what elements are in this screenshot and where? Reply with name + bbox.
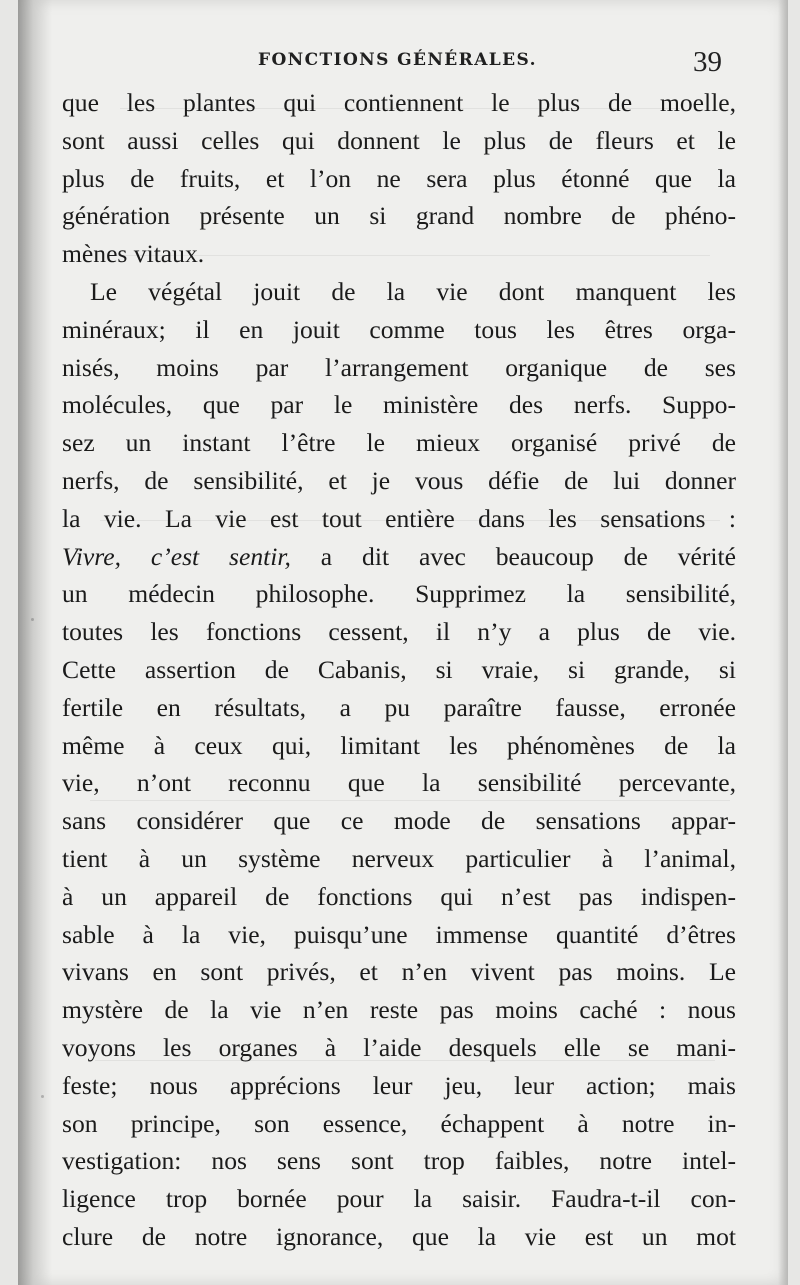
italic-quote: Vivre, c’est sentir, xyxy=(62,541,291,571)
text-line: plus de fruits, et l’on ne sera plus étonné que la xyxy=(62,163,736,193)
page-header xyxy=(0,46,800,82)
gutter-shadow xyxy=(18,0,52,1285)
text-line: feste; nous apprécions leur jeu, leur action; mais xyxy=(62,1070,736,1100)
page-edge xyxy=(778,0,788,1285)
text-line: ligence trop bornée pour la saisir. Faudra-t-il con- xyxy=(62,1184,736,1214)
text-line: mystère de la vie n’en reste pas moins caché : nous xyxy=(62,995,736,1025)
quote-line xyxy=(62,538,736,576)
text-line: fertile en résultats, a pu paraître fausse, erronée xyxy=(62,692,736,722)
running-title: FONCTIONS GÉNÉRALES. xyxy=(258,50,537,70)
paper-speck xyxy=(41,1095,44,1098)
text-line: nerfs, de sensibilité, et je vous défie de lui donner xyxy=(62,465,736,495)
text-line: Cette assertion de Cabanis, si vraie, si grande, si xyxy=(62,654,736,684)
paper-speck xyxy=(31,618,34,621)
text-line: même à ceux qui, limitant les phénomènes de la xyxy=(62,730,736,760)
text-line: la vie. La vie est tout entière dans les sensations : xyxy=(62,503,736,533)
text-line: sable à la vie, puisqu’une immense quantité d’êtres xyxy=(62,919,736,949)
text-line: un médecin philosophe. Supprimez la sensibilité, xyxy=(62,579,736,609)
text-line: vivans en sont privés, et n’en vivent pas moins. Le xyxy=(62,957,736,987)
body-text xyxy=(62,84,736,1256)
paragraph-start-line: Le végétal jouit de la vie dont manquent les xyxy=(90,276,736,306)
text-line: son principe, son essence, échappent à notre in- xyxy=(62,1108,736,1138)
text-line: sont aussi celles qui donnent le plus de fleurs et le xyxy=(62,125,736,155)
text-line: mènes vitaux. xyxy=(62,239,205,269)
text-line: molécules, que par le ministère des nerfs. Suppo- xyxy=(62,390,736,420)
text-line: minéraux; il en jouit comme tous les êtres orga- xyxy=(62,314,736,344)
text-line: clure de notre ignorance, que la vie est un mot xyxy=(62,1221,736,1251)
text-line: à un appareil de fonctions qui n’est pas indispen- xyxy=(62,881,736,911)
text-line: vestigation: nos sens sont trop faibles, notre intel- xyxy=(62,1146,736,1176)
text-line: génération présente un si grand nombre de phéno- xyxy=(62,201,736,231)
text-line: que les plantes qui contiennent le plus de moelle, xyxy=(62,88,736,117)
text-line: tient à un système nerveux particulier à l’animal, xyxy=(62,843,736,873)
text-line: toutes les fonctions cessent, il n’y a plus de vie. xyxy=(62,617,736,647)
text-line: sez un instant l’être le mieux organisé privé de xyxy=(62,428,736,458)
text-line: vie, n’ont reconnu que la sensibilité percevante, xyxy=(62,768,736,798)
text-line: voyons les organes à l’aide desquels elle se mani- xyxy=(62,1032,736,1062)
text-line: nisés, moins par l’arrangement organique de ses xyxy=(62,352,736,382)
text-line: sans considérer que ce mode de sensations appar- xyxy=(62,806,736,836)
quote-continuation: a dit avec beaucoup de vérité xyxy=(290,541,736,571)
page-number: 39 xyxy=(693,46,722,78)
